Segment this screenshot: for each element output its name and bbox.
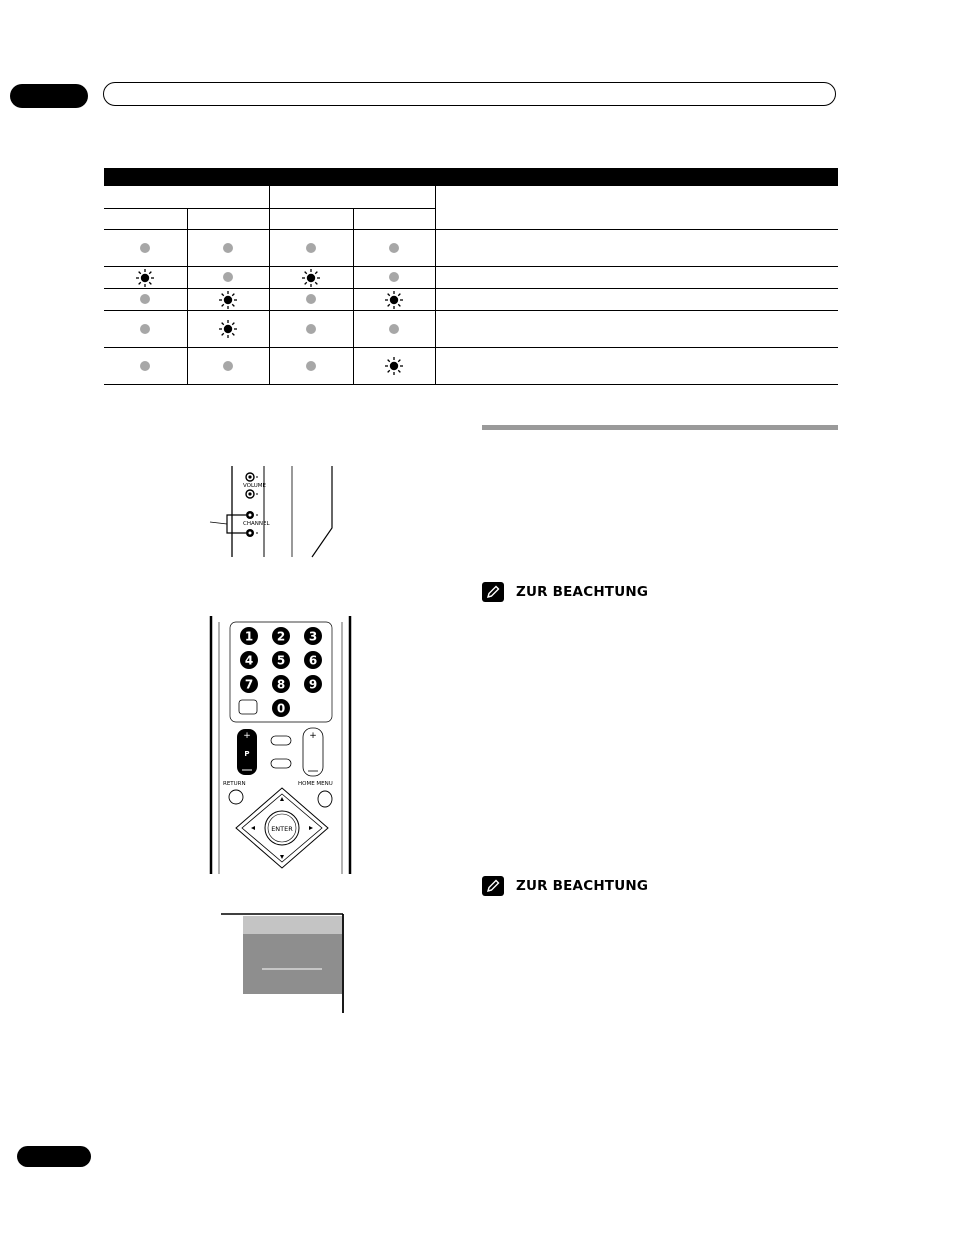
table-subheader-row bbox=[104, 186, 838, 209]
digit-label: 1 bbox=[244, 629, 254, 644]
digit-button-7 bbox=[240, 675, 258, 693]
digit-label: 8 bbox=[276, 677, 286, 692]
lit-led-icon bbox=[384, 290, 404, 310]
led-cell bbox=[353, 289, 435, 311]
digit-button-2 bbox=[272, 627, 290, 645]
digit-label: 6 bbox=[308, 653, 318, 668]
led-cell bbox=[187, 348, 269, 385]
led-cell bbox=[104, 267, 187, 289]
digit-button-0 bbox=[272, 699, 290, 717]
description-cell bbox=[435, 289, 838, 311]
panel-button bbox=[246, 490, 258, 498]
channel-label: CHANNEL bbox=[243, 521, 270, 527]
unlit-led-icon bbox=[389, 243, 399, 253]
panel-button bbox=[246, 529, 258, 537]
led-cell bbox=[187, 311, 269, 348]
channel-label: P bbox=[244, 750, 250, 758]
description-cell bbox=[435, 311, 838, 348]
pencil-note-icon bbox=[482, 582, 504, 602]
unlit-led-icon bbox=[223, 361, 233, 371]
home-menu-button bbox=[318, 791, 332, 807]
lit-led-icon bbox=[301, 268, 321, 288]
unlit-led-icon bbox=[306, 294, 316, 304]
note-heading-2 bbox=[482, 876, 648, 896]
unlit-led-icon bbox=[140, 324, 150, 334]
home-menu-label: HOME MENU bbox=[298, 781, 333, 787]
led-cell bbox=[353, 311, 435, 348]
lit-led-icon bbox=[218, 290, 238, 310]
lit-led-icon bbox=[384, 356, 404, 376]
header-bar bbox=[103, 82, 836, 106]
led-cell bbox=[353, 267, 435, 289]
header-cell-right bbox=[435, 169, 838, 186]
description-cell bbox=[435, 230, 838, 267]
section-rule bbox=[482, 425, 838, 430]
table-row bbox=[104, 289, 838, 311]
lit-led-icon bbox=[218, 319, 238, 339]
led-cell bbox=[269, 311, 353, 348]
led-cell bbox=[269, 230, 353, 267]
remote-control-illustration bbox=[205, 612, 355, 874]
digit-label: 2 bbox=[276, 629, 286, 644]
digit-button-3 bbox=[304, 627, 322, 645]
digit-button-5 bbox=[272, 651, 290, 669]
subheader-cell bbox=[187, 209, 269, 230]
digit-button-8 bbox=[272, 675, 290, 693]
digit-button-1 bbox=[240, 627, 258, 645]
digit-label: 5 bbox=[276, 653, 286, 668]
side-panel-illustration bbox=[200, 460, 350, 560]
led-cell bbox=[104, 230, 187, 267]
table-row bbox=[104, 311, 838, 348]
description-cell bbox=[435, 267, 838, 289]
lit-led-icon bbox=[135, 268, 155, 288]
unlit-led-icon bbox=[306, 243, 316, 253]
digit-label: 0 bbox=[276, 701, 286, 716]
panel-button bbox=[246, 473, 258, 481]
dual-mono-button bbox=[271, 736, 291, 745]
subheader-cell bbox=[269, 209, 353, 230]
mute-button bbox=[271, 759, 291, 768]
return-label: RETURN bbox=[223, 781, 246, 787]
subheader-cell bbox=[353, 209, 435, 230]
note-heading-1 bbox=[482, 582, 648, 602]
volume-label: VOLUME bbox=[243, 483, 267, 489]
led-cell bbox=[269, 267, 353, 289]
table-row bbox=[104, 267, 838, 289]
digit-label: 3 bbox=[308, 629, 318, 644]
note-title: ZUR BEACHTUNG bbox=[516, 584, 649, 600]
digit-button-4 bbox=[240, 651, 258, 669]
description-cell bbox=[435, 348, 838, 385]
unlit-led-icon bbox=[223, 272, 233, 282]
led-cell bbox=[187, 267, 269, 289]
unlit-led-icon bbox=[389, 272, 399, 282]
unlit-led-icon bbox=[140, 361, 150, 371]
digit-label: 4 bbox=[244, 653, 254, 668]
led-cell bbox=[353, 348, 435, 385]
unlit-led-icon bbox=[389, 324, 399, 334]
table-row bbox=[104, 348, 838, 385]
led-cell bbox=[269, 289, 353, 311]
description-header-cell bbox=[435, 186, 838, 230]
note-title: ZUR BEACHTUNG bbox=[516, 878, 649, 894]
led-cell bbox=[353, 230, 435, 267]
unlit-led-icon bbox=[223, 243, 233, 253]
return-button bbox=[229, 790, 243, 804]
led-status-table bbox=[104, 168, 838, 385]
chapter-tab bbox=[10, 84, 88, 108]
subheader-cell bbox=[104, 209, 187, 230]
subheader-group-2 bbox=[269, 186, 435, 209]
unlit-led-icon bbox=[140, 294, 150, 304]
digit-button-6 bbox=[304, 651, 322, 669]
unlit-led-icon bbox=[140, 243, 150, 253]
led-cell bbox=[187, 289, 269, 311]
digit-label: 9 bbox=[308, 677, 318, 692]
led-cell bbox=[104, 348, 187, 385]
digit-label: 7 bbox=[244, 677, 254, 692]
pencil-note-icon bbox=[482, 876, 504, 896]
svg-text:+: + bbox=[309, 731, 317, 741]
unlit-led-icon bbox=[306, 361, 316, 371]
panel-button bbox=[246, 511, 258, 519]
led-cell bbox=[269, 348, 353, 385]
page-number-tab bbox=[17, 1146, 91, 1167]
header-cell-left bbox=[104, 169, 435, 186]
led-cell bbox=[104, 289, 187, 311]
led-cell bbox=[104, 311, 187, 348]
menu-screen-illustration bbox=[215, 910, 350, 1016]
digit-button-9 bbox=[304, 675, 322, 693]
led-cell bbox=[187, 230, 269, 267]
subheader-group-1 bbox=[104, 186, 269, 209]
unlit-led-icon bbox=[306, 324, 316, 334]
table-row bbox=[104, 230, 838, 267]
svg-text:+: + bbox=[243, 731, 251, 741]
enter-label: ENTER bbox=[271, 825, 293, 833]
table-header-row bbox=[104, 169, 838, 186]
